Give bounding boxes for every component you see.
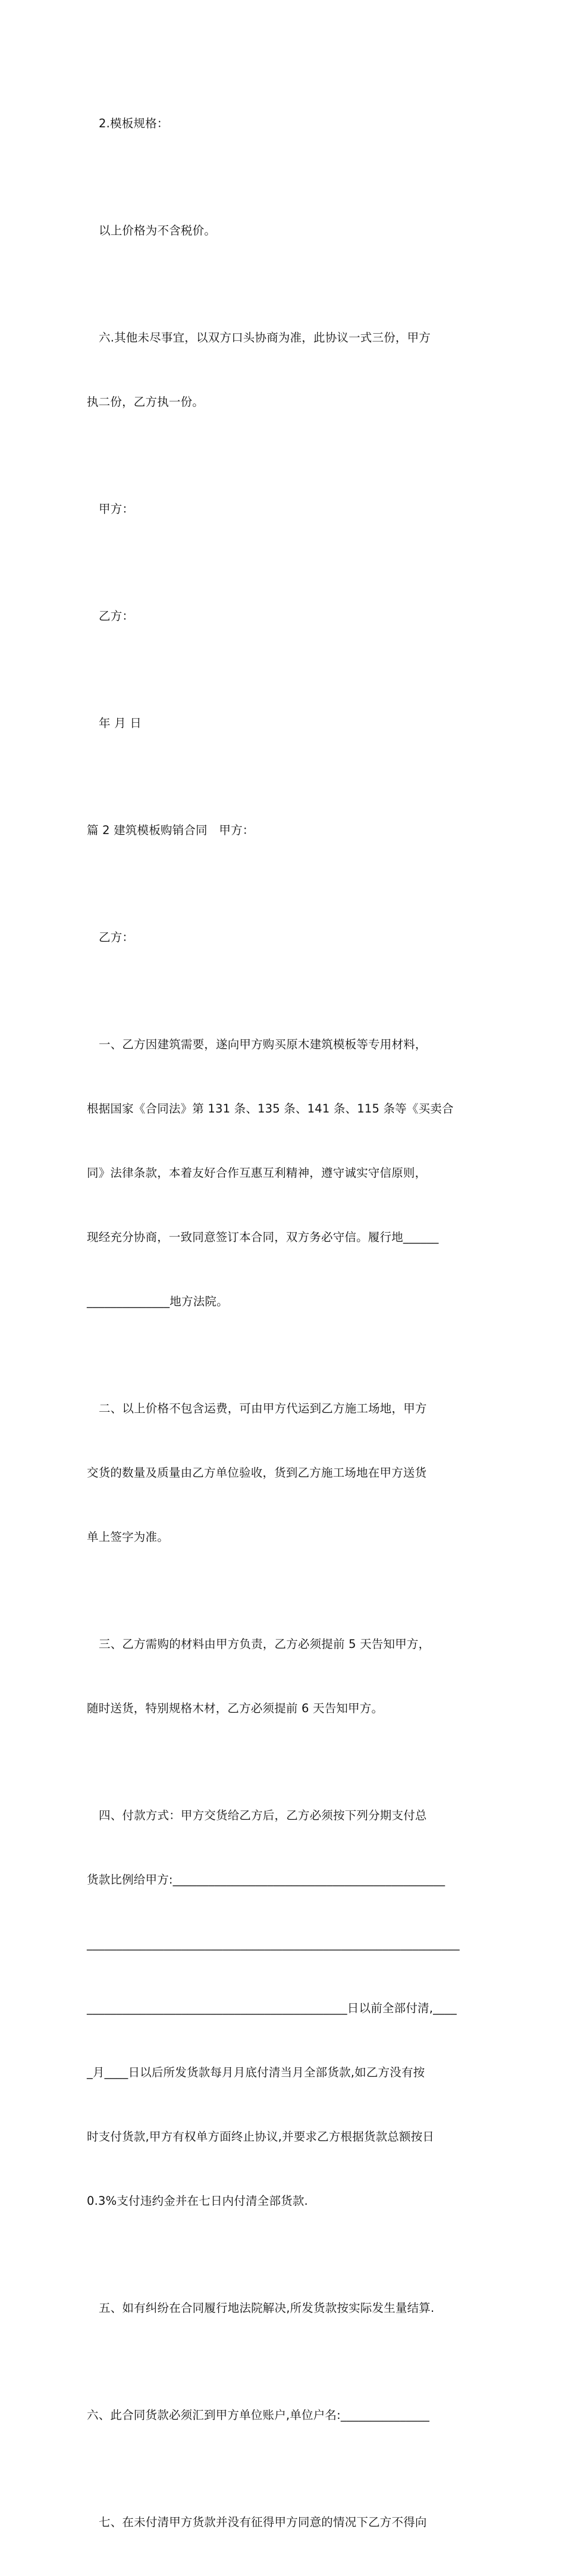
- paragraph-party-b-2: [87, 884, 482, 991]
- text-line: 五、如有纠纷在合同履行地法院解决,所发货款按实际发生量结算.: [99, 2301, 435, 2315]
- text-line: 四、付款方式：甲方交货给乙方后，乙方必须按下列分期支付总: [99, 1809, 427, 1822]
- text-line: 时支付货款,甲方有权单方面终止协议,并要求乙方根据货款总额按日: [87, 2130, 435, 2143]
- section-heading: [87, 777, 482, 884]
- text-line: 根据国家《合同法》第 131 条、135 条、141 条、115 条等《买卖合: [87, 1102, 454, 1115]
- text-line: _月____日以后所发货款每月月底付清当月全部货款,如乙方没有按: [87, 2066, 425, 2079]
- text-line: 乙方：: [99, 609, 134, 623]
- text-line: 执二份，乙方执一份。: [87, 395, 205, 409]
- text-line: 六、此合同货款必须汇到甲方单位账户,单位户名:_______________: [87, 2408, 430, 2422]
- text-line: 甲方：: [99, 502, 134, 516]
- text-line: 二、以上价格不包含运费，可由甲方代运到乙方施工场地，甲方: [99, 1402, 427, 1415]
- paragraph-template-spec: [87, 70, 482, 177]
- text-line: 七、在未付清甲方货款并没有征得甲方同意的情况下乙方不得向: [99, 2515, 427, 2529]
- text-line: 乙方：: [99, 930, 134, 944]
- text-line: 现经充分协商，一致同意签订本合同，双方务必守信。履行地______: [87, 1230, 439, 1244]
- clause-7: [87, 2469, 482, 2576]
- text-line: 2.模板规格：: [99, 117, 169, 130]
- paragraph-party-b: [87, 563, 482, 670]
- clause-1: [87, 991, 482, 1355]
- paragraph-other-matters: [87, 284, 482, 456]
- text-line: 六.其他未尽事宜，以双方口头协商为准，此协议一式三份，甲方: [99, 331, 431, 344]
- clause-2: [87, 1355, 482, 1591]
- text-line: 随时送货，特别规格木材，乙方必须提前 6 天告知甲方。: [87, 1701, 384, 1715]
- document-body: [87, 70, 482, 2576]
- text-line: 年 月 日: [99, 716, 142, 730]
- text-line: 交货的数量及质量由乙方单位验收，货到乙方施工场地在甲方送货: [87, 1466, 427, 1480]
- paragraph-date: [87, 670, 482, 777]
- text-line: ______________地方法院。: [87, 1295, 228, 1308]
- text-line: 单上签字为准。: [87, 1530, 169, 1544]
- text-line: _______________________________________________________________: [87, 1937, 460, 1951]
- clause-6: [87, 2362, 482, 2469]
- text-line: 同》法律条款，本着友好合作互惠互利精神，遵守诚实守信原则，: [87, 1166, 427, 1180]
- paragraph-party-a: [87, 456, 482, 563]
- text-line: 篇 2 建筑模板购销合同 甲方：: [87, 823, 255, 837]
- clause-3: [87, 1591, 482, 1762]
- text-line: 0.3%支付违约金并在七日内付清全部货款.: [87, 2194, 308, 2208]
- text-line: ____________________________________________日以前全部付清,____: [87, 2001, 457, 2015]
- text-line: 货款比例给甲方:______________________________________________: [87, 1873, 445, 1886]
- text-line: 一、乙方因建筑需要，遂向甲方购买原木建筑模板等专用材料，: [99, 1038, 427, 1051]
- paragraph-price-note: [87, 177, 482, 284]
- clause-5: [87, 2255, 482, 2362]
- clause-4: [87, 1762, 482, 2255]
- text-line: 以上价格为不含税价。: [99, 224, 216, 237]
- text-line: 三、乙方需购的材料由甲方负责，乙方必须提前 5 天告知甲方，: [99, 1637, 431, 1651]
